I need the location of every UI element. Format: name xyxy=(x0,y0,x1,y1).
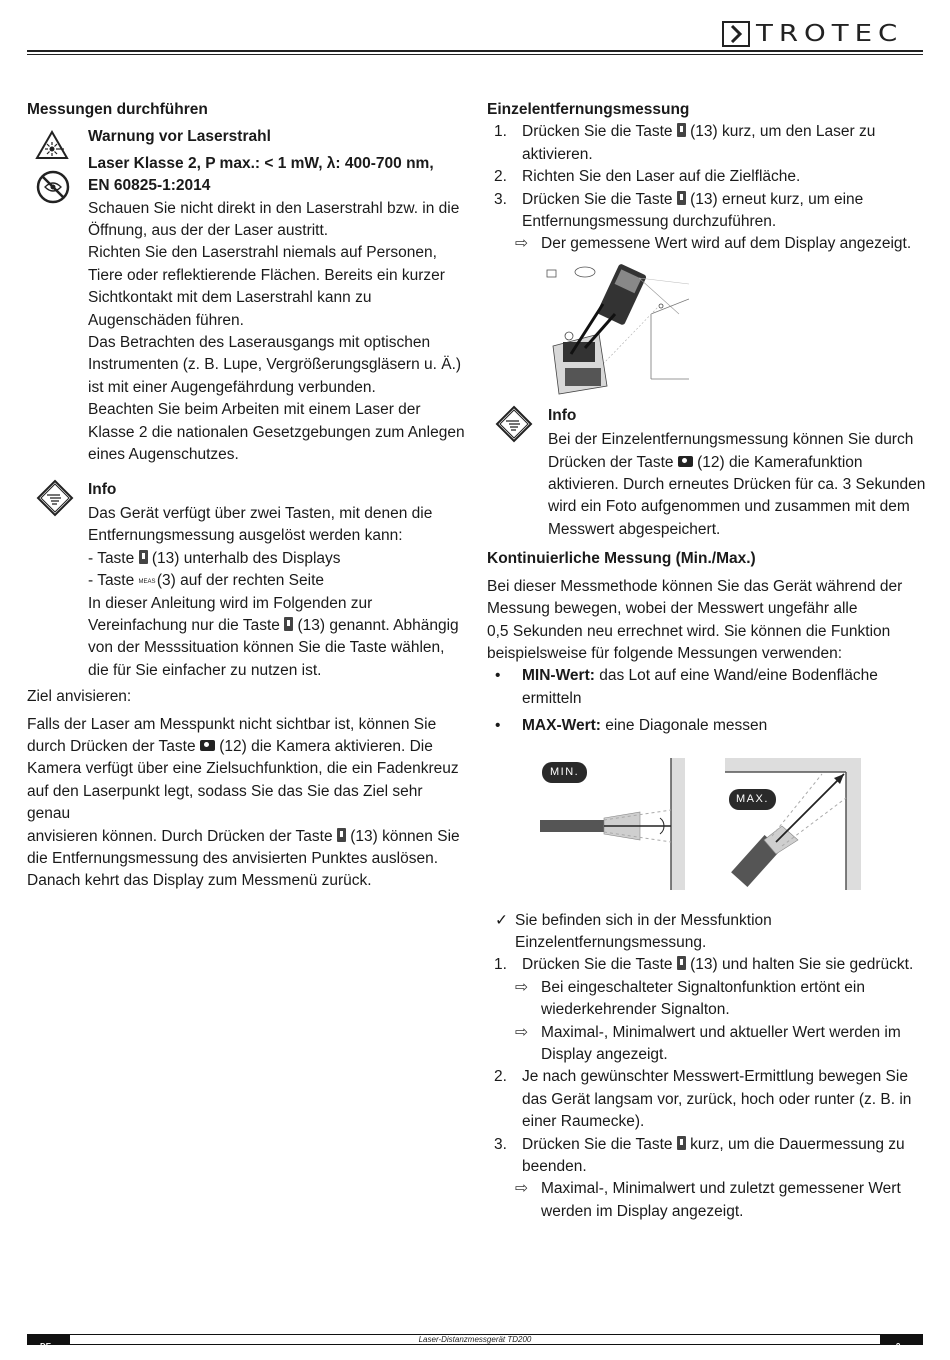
aim-paragraph xyxy=(27,714,467,893)
result-arrow-icon: ⇨ xyxy=(515,1180,528,1198)
step-text xyxy=(522,1134,905,1179)
text: Drücken Sie die Taste xyxy=(522,123,677,141)
text-line: die Entfernungsmessung des anvisierten Punktes auslösen. xyxy=(27,850,438,867)
warning-text-line: Tiere oder reflektierende Flächen. Bereits ein kurzer xyxy=(88,266,445,284)
text: Bei eingeschalteter Signaltonfunktion ertönt ein xyxy=(541,978,865,996)
text-line: Kamera verfügt über eine Zielsuchfunktion, die ein Fadenkreuz xyxy=(27,760,459,778)
step xyxy=(487,121,927,166)
result-arrow-icon: ⇨ xyxy=(515,1023,528,1041)
min-label: MIN. xyxy=(542,762,587,783)
text: Vereinfachung nur die Taste xyxy=(88,616,285,634)
text-line xyxy=(27,736,467,758)
step-text: Richten Sie den Laser auf die Zielfläche. xyxy=(522,168,801,186)
measure-key-icon xyxy=(337,828,346,842)
info-text-line: Messwert abgespeichert. xyxy=(548,520,721,538)
warning-text-line: Richten Sie den Laserstrahl niemals auf Personen, xyxy=(88,244,437,262)
warning-text-line: Öffnung, aus der der Laser austritt. xyxy=(88,222,329,240)
step-text xyxy=(522,954,913,976)
info-text-line: Entfernungsmessung ausgelöst werden kann: xyxy=(88,527,403,545)
text: 9 xyxy=(896,1342,901,1351)
header-rule-thin xyxy=(27,54,923,55)
text: (12) die Kamera aktivieren. Die xyxy=(214,737,433,755)
section-heading: Messungen durchführen xyxy=(27,101,208,118)
text: Drücken Sie die Taste xyxy=(522,190,677,208)
continuous-procedure xyxy=(487,910,927,1224)
no-look-into-beam-icon xyxy=(36,170,70,211)
text: (13) und halten Sie sie gedrückt. xyxy=(685,956,914,974)
right-column xyxy=(487,98,927,1223)
text: das Lot auf eine Wand/eine Bodenfläche xyxy=(594,667,878,685)
result-text xyxy=(541,977,865,1022)
meas-key-icon: MEAS xyxy=(138,579,156,586)
info-text-line xyxy=(548,452,927,474)
device-measurement-illustration xyxy=(539,264,689,399)
section-heading: Einzelentfernungsmessung xyxy=(487,101,690,118)
text: (13) kurz, um den Laser zu xyxy=(685,123,876,141)
text: (12) die Kamerafunktion xyxy=(692,453,863,471)
result-arrow-icon: ⇨ xyxy=(515,978,528,996)
text: Entfernungsmessung durchzuführen. xyxy=(522,213,777,231)
step xyxy=(487,189,927,234)
precondition xyxy=(487,910,927,955)
bullet-label: MIN-Wert: xyxy=(522,667,595,685)
text: (13) erneut kurz, um eine xyxy=(685,190,864,208)
warning-title: Warnung vor Laserstrahl xyxy=(88,128,271,146)
footer-language xyxy=(40,1334,51,1356)
text: DE xyxy=(40,1342,52,1351)
text: - Taste xyxy=(88,549,139,567)
text: (13) unterhalb des Displays xyxy=(147,549,341,567)
max-label: MAX. xyxy=(729,789,776,810)
warning-text-line: Augenschäden führen. xyxy=(88,311,244,329)
info-block xyxy=(27,479,467,683)
continuous-intro xyxy=(487,576,927,666)
warning-text-line: ist mit einer Augengefährdung verbunden. xyxy=(88,378,376,396)
brand-name: TROTEC xyxy=(756,20,904,47)
bullet-label: MAX-Wert: xyxy=(522,717,601,735)
bullet-icon: • xyxy=(495,667,501,685)
single-measurement-steps xyxy=(487,121,927,255)
info-text-line: wird ein Foto aufgenommen und zusammen mit dem xyxy=(548,498,910,516)
info-hand-icon xyxy=(36,479,74,524)
warning-standard: EN 60825-1:2014 xyxy=(88,177,211,195)
text: aktivieren. xyxy=(522,145,593,163)
text-line: Messung bewegen, wobei der Messwert ungefähr alle xyxy=(487,600,858,618)
info-text-line: Das Gerät verfügt über zwei Tasten, mit denen die xyxy=(88,504,433,522)
warning-text-line: Instrumenten (z. B. Lupe, Vergrößerungsgläsern u. Ä.) xyxy=(88,356,462,374)
header-rule xyxy=(27,50,923,52)
text: ermitteln xyxy=(522,689,582,707)
bullet-icon: • xyxy=(495,717,501,735)
text: wiederkehrender Signalton. xyxy=(541,1001,730,1019)
footer-title: Laser-Distanzmessgerät TD200 xyxy=(418,1335,532,1344)
measure-key-icon xyxy=(677,123,686,137)
logo-chevron-icon xyxy=(722,21,750,47)
warning-laser-class: Laser Klasse 2, P max.: < 1 mW, λ: 400-700 nm, xyxy=(88,154,434,172)
footer-page-number xyxy=(896,1334,900,1356)
step-number: 2. xyxy=(494,168,507,186)
info-text-line: Bei der Einzelentfernungsmessung können Sie durch xyxy=(548,431,914,449)
text-line: Danach kehrt das Display zum Messmenü zurück. xyxy=(27,872,372,890)
step-number: 1. xyxy=(494,123,507,141)
warning-text-line: eines Augenschutzes. xyxy=(88,446,239,464)
camera-key-icon xyxy=(200,740,215,751)
text: einer Raumecke). xyxy=(522,1113,645,1131)
measure-key-icon xyxy=(677,956,686,970)
bullet-item xyxy=(487,665,927,710)
text: werden im Display angezeigt. xyxy=(541,1202,744,1220)
text: Je nach gewünschter Messwert-Ermittlung bewegen Sie xyxy=(522,1068,908,1086)
min-max-figure xyxy=(540,758,863,890)
text-line: auf den Laserpunkt legt, sodass Sie das Sie das Ziel sehr genau xyxy=(27,782,423,823)
step-number: 3. xyxy=(494,190,507,208)
text-line: Bei dieser Messmethode können Sie das Gerät während der xyxy=(487,577,903,595)
text-line: beispielsweise für folgende Messungen verwenden: xyxy=(487,644,842,662)
step-result xyxy=(487,1178,927,1223)
text: Einzelentfernungsmessung. xyxy=(515,933,707,951)
info-title: Info xyxy=(88,480,117,498)
info-hand-icon xyxy=(495,405,533,450)
text-line xyxy=(27,826,467,848)
text: eine Diagonale messen xyxy=(600,717,768,735)
warning-text-line: Beachten Sie beim Arbeiten mit einem Laser der xyxy=(88,401,421,419)
bullet-text xyxy=(522,665,878,710)
result-text xyxy=(541,1022,901,1067)
info-text-line: In dieser Anleitung wird im Folgenden zur xyxy=(88,594,373,612)
info-text-line: die für Sie einfacher zu nutzen ist. xyxy=(88,661,322,679)
step-result xyxy=(487,1022,927,1067)
left-column xyxy=(27,98,467,893)
footer-title-box xyxy=(70,1334,880,1345)
result-text xyxy=(541,1178,901,1223)
text: beenden. xyxy=(522,1158,587,1175)
text: (3) auf der rechten Seite xyxy=(152,572,325,590)
text: Drücken Sie die Taste xyxy=(522,1135,677,1153)
measure-key-icon xyxy=(284,617,293,631)
bullet-item xyxy=(487,715,927,737)
info-title: Info xyxy=(548,406,577,424)
measure-key-icon xyxy=(677,191,686,205)
step-text xyxy=(522,121,875,166)
text: (13) genannt. Abhängig xyxy=(293,616,459,634)
text: Maximal-, Minimalwert und zuletzt gemessener Wert xyxy=(541,1180,901,1198)
laser-warning-icon xyxy=(35,130,69,167)
measure-key-icon xyxy=(677,1136,686,1150)
text: (13) können Sie xyxy=(345,827,460,845)
laser-warning-block xyxy=(27,126,467,466)
step: 1. Drücken Sie die Taste (13) und halten Sie sie gedrückt. xyxy=(487,954,927,976)
text: Display angezeigt. xyxy=(541,1045,668,1063)
text: - Taste xyxy=(88,572,139,590)
text: kurz, um die Dauermessung zu xyxy=(685,1135,905,1153)
step-result xyxy=(487,977,927,1022)
text: Drücken der Taste xyxy=(548,453,678,471)
step: 3. Drücken Sie die Taste kurz, um die Dauermessung zu beenden. xyxy=(487,1134,927,1179)
text: das Gerät langsam vor, zurück, hoch oder runter (z. B. in xyxy=(522,1090,912,1108)
trotec-logo xyxy=(722,20,904,48)
step xyxy=(487,166,927,188)
text: anvisieren können. Durch Drücken der Taste xyxy=(27,827,337,845)
step-result xyxy=(487,233,927,255)
aim-heading: Ziel anvisieren: xyxy=(27,688,132,706)
info-block-camera xyxy=(487,405,927,541)
step: 2. Je nach gewünschter Messwert-Ermittlung bewegen Sie das Gerät langsam vor, zurück, hoch oder runter (z. B. in einer Raumecke). xyxy=(487,1066,927,1133)
text-line: 0,5 Sekunden neu errechnet wird. Sie können die Funktion xyxy=(487,622,891,640)
result-text: Der gemessene Wert wird auf dem Display angezeigt. xyxy=(541,235,912,253)
step-text xyxy=(522,189,863,234)
measure-key-icon xyxy=(139,550,148,564)
step-text xyxy=(522,1066,911,1133)
info-text-line: aktivieren. Durch erneutes Drücken für ca. 3 Sekunden xyxy=(548,476,926,494)
section-heading: Kontinuierliche Messung (Min./Max.) xyxy=(487,550,756,568)
info-text-line xyxy=(88,548,467,570)
info-text-line: von der Messsituation können Sie die Taste wählen, xyxy=(88,639,445,657)
result-arrow-icon: ⇨ xyxy=(515,235,528,253)
precondition-text xyxy=(515,910,772,955)
info-text-line xyxy=(88,615,467,637)
checkmark-icon: ✓ xyxy=(495,911,508,929)
warning-text-line: Sichtkontakt mit dem Laserstrahl kann zu xyxy=(88,289,372,307)
bullet-text xyxy=(522,715,767,737)
text: Drücken Sie die Taste xyxy=(522,956,677,974)
warning-text-line: Schauen Sie nicht direkt in den Laserstrahl bzw. in die xyxy=(88,199,460,217)
text: Maximal-, Minimalwert und aktueller Wert werden im xyxy=(541,1023,901,1041)
warning-text-line: Das Betrachten des Laserausgangs mit optischen xyxy=(88,334,431,352)
info-text-line xyxy=(88,570,467,592)
text: durch Drücken der Taste xyxy=(27,737,200,755)
text-line: Falls der Laser am Messpunkt nicht sichtbar ist, können Sie xyxy=(27,715,437,733)
warning-text-line: Klasse 2 die nationalen Gesetzgebungen zum Anlegen xyxy=(88,423,465,441)
text: Sie befinden sich in der Messfunktion xyxy=(515,911,772,929)
camera-key-icon xyxy=(678,456,693,467)
